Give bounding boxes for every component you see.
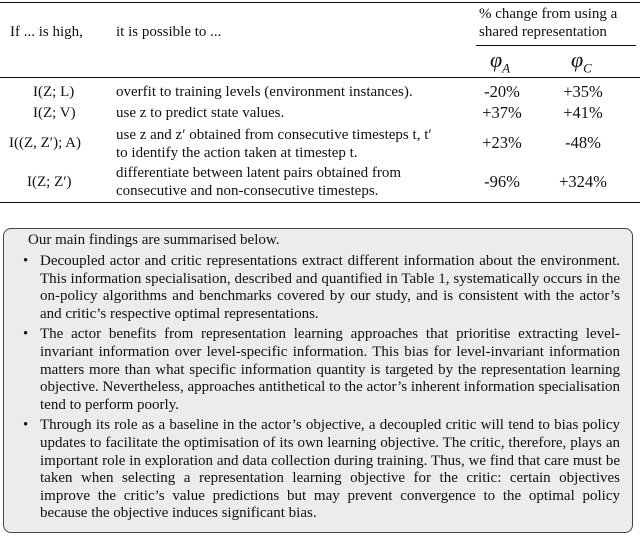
row-description: use z to predict state values. — [116, 105, 285, 121]
row-value-phi-a: -96% — [484, 172, 520, 191]
bullet-icon: • — [23, 253, 29, 269]
header-phi-actor: $\varphi_A$ — [490, 47, 511, 76]
table-top-rule — [0, 2, 640, 3]
header-percent-change-line2: shared representation — [479, 24, 607, 40]
row-value-phi-a: -20% — [484, 82, 520, 101]
findings-intro: Our main findings are summarised below. — [28, 232, 280, 248]
bullet-icon: • — [23, 326, 29, 343]
row-description-line1: differentiate between latent pairs obtained from — [116, 165, 402, 181]
row-value-phi-c: +35% — [563, 82, 603, 101]
finding-item — [20, 417, 620, 523]
header-if-high: If ... is high, — [10, 24, 83, 40]
header-possible-to: it is possible to ... — [116, 24, 222, 40]
row-value-phi-a: +37% — [482, 103, 522, 122]
row-value-phi-c: -48% — [565, 133, 601, 152]
row-value-phi-a: +23% — [482, 133, 522, 152]
finding-text: Decoupled actor and critic representations extract different information about the environment. This information specialisation, described and quantified in Table 1, systematically occurs in the on-policy algorithms and benchmarks covered by our study, and is consistent with the actor’s and critic’s respective optimal representations. — [40, 253, 620, 322]
row-description-line2: to identify the action taken at timestep t. — [116, 145, 358, 161]
finding-item — [20, 326, 620, 414]
finding-text: The actor benefits from representation learning approaches that prioritise extracting level-invariant information over level-specific information. This bias for level-invariant information matters more than what specific information quantity is targeted by the representation learning objective. Nevertheless, approaches antithetical to the actor’s inherent information specialisation tend to perform poorly. — [40, 326, 620, 413]
row-value-phi-c: +41% — [563, 103, 603, 122]
phi-header-rule — [476, 45, 636, 46]
header-percent-change-line1: % change from using a — [479, 6, 618, 22]
row-quantity-I-ZZ-A: I((Z, Z′); A) — [9, 135, 82, 151]
row-quantity-I-Z-V: I(Z; V) — [33, 105, 76, 121]
header-phi-critic: $\varphi_C$ — [571, 47, 592, 76]
row-description-line1: use z and z′ obtained from consecutive timesteps t, t′ — [116, 127, 432, 143]
finding-text: Through its role as a baseline in the actor’s objective, a decoupled critic will tend to bias policy updates to facilitate the optimisation of its own learning objective. The critic, therefore, plays an important role in exploration and data collection during training. Thus, we find that care must be taken when selecting a representation learning objective for the critic: certain objectives improve the critic’s value predictions but may prevent convergence to the optimal policy because the objective induces significant bias. — [40, 417, 620, 522]
table-mid-rule — [0, 77, 640, 78]
row-value-phi-c: +324% — [559, 172, 607, 191]
row-quantity-I-Z-L: I(Z; L) — [33, 84, 75, 100]
row-description: overfit to training levels (environment instances). — [116, 84, 413, 100]
row-description-line2: consecutive and non-consecutive timesteps. — [116, 183, 379, 199]
row-quantity-I-Z-Zp: I(Z; Z′) — [27, 174, 72, 190]
table-bottom-rule — [0, 202, 640, 203]
finding-item — [20, 253, 620, 323]
findings-list — [20, 253, 620, 526]
findings-box — [3, 228, 633, 533]
bullet-icon: • — [23, 417, 29, 434]
